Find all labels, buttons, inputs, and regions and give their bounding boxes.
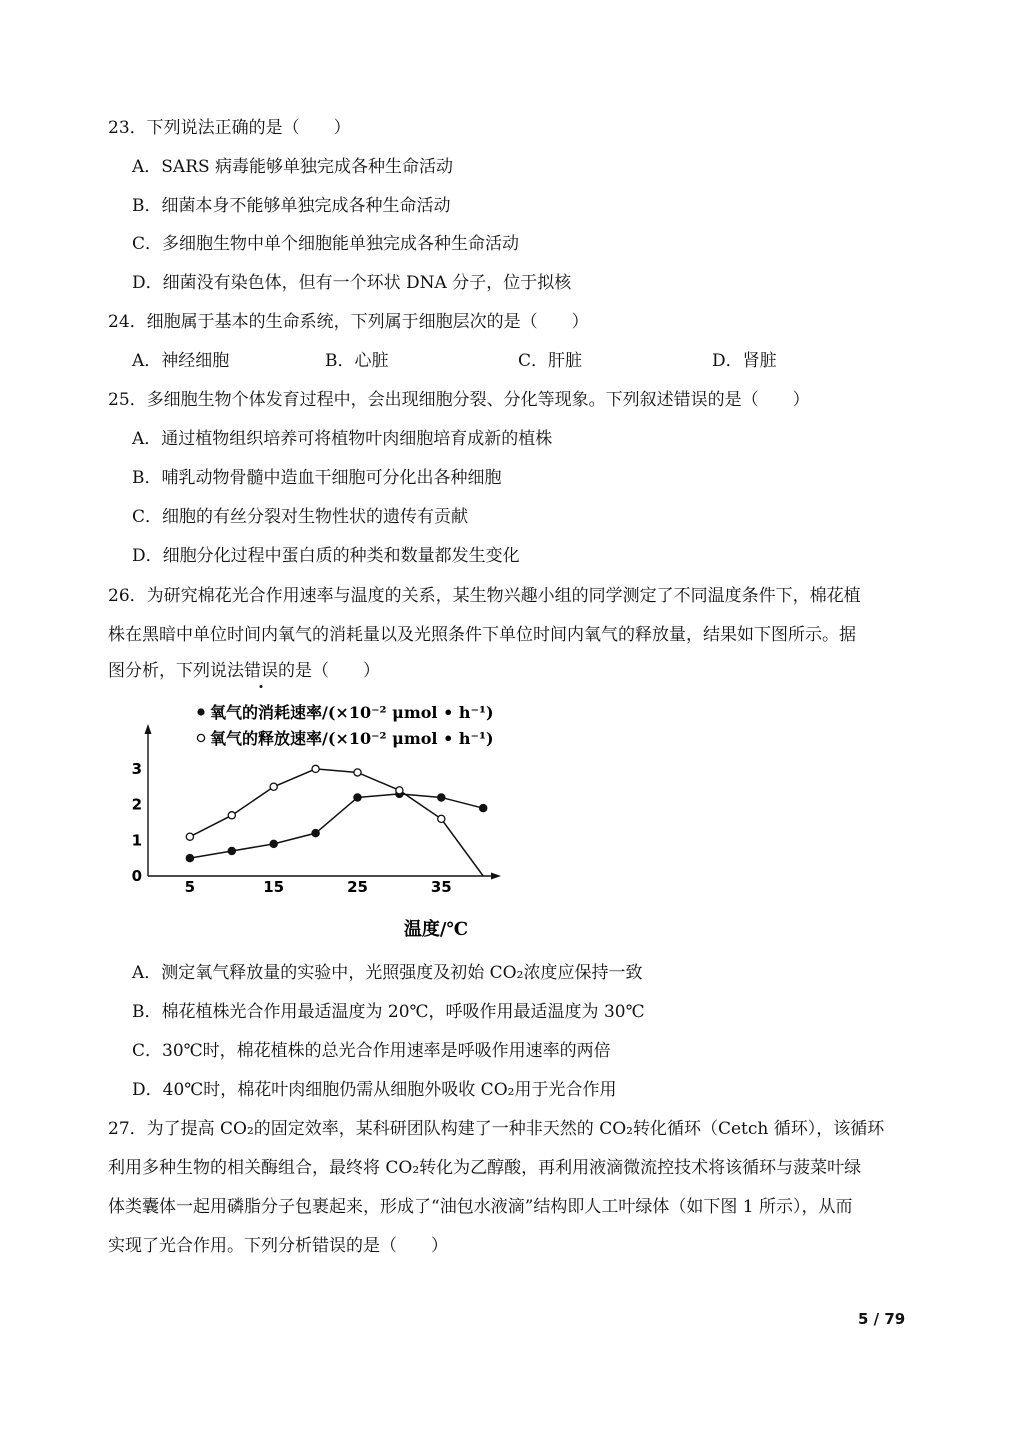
- q25-option-c: C．细胞的有丝分裂对生物性状的遗传有贡献: [132, 507, 469, 527]
- q24-option-a: A．神经细胞: [132, 351, 230, 371]
- q24-option-b: B．心脏: [325, 351, 389, 371]
- q26-stem-suffix: 的是（ ）: [278, 661, 380, 681]
- q26-stem-line-1: 26．为研究棉花光合作用速率与温度的关系，某生物兴趣小组的同学测定了不同温度条件下，棉花植: [108, 586, 861, 606]
- y-axis-arrow: [145, 724, 152, 734]
- release-point: [354, 769, 361, 776]
- release-point: [396, 787, 403, 794]
- q26-emphasis-word: 错误: [244, 661, 278, 681]
- release-point: [228, 812, 235, 819]
- q27-stem-line-4: 实现了光合作用。下列分析错误的是（ ）: [108, 1236, 448, 1256]
- legend-filled-marker: [197, 708, 204, 715]
- consumption-point: [186, 855, 193, 862]
- q25-stem: 25．多细胞生物个体发育过程中，会出现细胞分裂、分化等现象。下列叙述错误的是（ ）: [108, 390, 810, 410]
- y-tick-label: 3: [131, 759, 142, 778]
- q26-line-chart: [108, 690, 528, 950]
- q23-option-c: C．多细胞生物中单个细胞能单独完成各种生命活动: [132, 234, 520, 254]
- q25-option-a: A．通过植物组织培养可将植物叶肉细胞培育成新的植株: [132, 429, 553, 449]
- legend-release-label: 氧气的释放速率/(×10⁻² μmol • h⁻¹): [210, 729, 494, 748]
- legend-open-marker: [197, 734, 204, 741]
- page-number: 5 / 79: [858, 1310, 906, 1328]
- q24-option-c: C．肝脏: [518, 351, 583, 371]
- q23-option-b: B．细菌本身不能够单独完成各种生命活动: [132, 196, 451, 216]
- q27-stem-line-2: 利用多种生物的相关酶组合，最终将 CO₂转化为乙醇酸，再利用液滴微流控技术将该循环与菠菜叶绿: [108, 1158, 862, 1178]
- x-axis-title: 温度/℃: [403, 919, 469, 940]
- y-tick-label: 2: [131, 795, 142, 814]
- release-point: [186, 833, 193, 840]
- q23-stem: 23．下列说法正确的是（ ）: [108, 118, 351, 138]
- q26-stem-line-2: 株在黑暗中单位时间内氧气的消耗量以及光照条件下单位时间内氧气的释放量，结果如下图所示。据: [108, 625, 856, 645]
- q26-option-c: C．30℃时，棉花植株的总光合作用速率是呼吸作用速率的两倍: [132, 1041, 611, 1061]
- consumption-point: [270, 840, 277, 847]
- x-tick-label: 25: [347, 878, 368, 896]
- consumption-point: [438, 794, 445, 801]
- q27-stem-line-1: 27．为了提高 CO₂的固定效率，某科研团队构建了一种非天然的 CO₂转化循环（Cetch 循环），该循环: [108, 1119, 885, 1139]
- q26-stem-prefix: 图分析，下列说法: [108, 661, 244, 681]
- x-tick-label: 35: [430, 878, 452, 896]
- q27-stem-line-3: 体类囊体一起用磷脂分子包裹起来，形成了“油包水液滴”结构即人工叶绿体（如下图 1 所示），从而: [108, 1197, 853, 1217]
- q26-option-d: D．40℃时，棉花叶肉细胞仍需从细胞外吸收 CO₂用于光合作用: [132, 1080, 617, 1100]
- q23-option-d: D．细菌没有染色体，但有一个环状 DNA 分子，位于拟核: [132, 273, 572, 293]
- legend-consumption-label: 氧气的消耗速率/(×10⁻² μmol • h⁻¹): [210, 703, 494, 722]
- q24-option-d: D．肾脏: [712, 351, 777, 371]
- q26-option-a: A．测定氧气释放量的实验中，光照强度及初始 CO₂浓度应保持一致: [132, 963, 643, 983]
- q26-option-b: B．棉花植株光合作用最适温度为 20℃，呼吸作用最适温度为 30℃: [132, 1002, 645, 1022]
- release-point: [270, 783, 277, 790]
- y-tick-label: 0: [131, 867, 142, 885]
- x-tick-label: 5: [184, 878, 196, 896]
- release-point: [438, 815, 445, 822]
- x-tick-label: 15: [263, 878, 285, 896]
- q23-option-a: A．SARS 病毒能够单独完成各种生命活动: [132, 157, 454, 177]
- q26-stem-line-3: [108, 659, 380, 683]
- chart-legend: [197, 703, 493, 748]
- consumption-point: [480, 805, 487, 812]
- release-point: [312, 765, 319, 772]
- q25-option-d: D．细胞分化过程中蛋白质的种类和数量都发生变化: [132, 546, 520, 566]
- consumption-point: [354, 794, 361, 801]
- y-tick-label: 1: [131, 831, 142, 850]
- q25-option-b: B．哺乳动物骨髓中造血干细胞可分化出各种细胞: [132, 468, 502, 488]
- consumption-point: [228, 847, 235, 854]
- x-axis-arrow: [491, 873, 501, 880]
- consumption-point: [312, 830, 319, 837]
- q24-stem: 24．细胞属于基本的生命系统，下列属于细胞层次的是（ ）: [108, 312, 589, 332]
